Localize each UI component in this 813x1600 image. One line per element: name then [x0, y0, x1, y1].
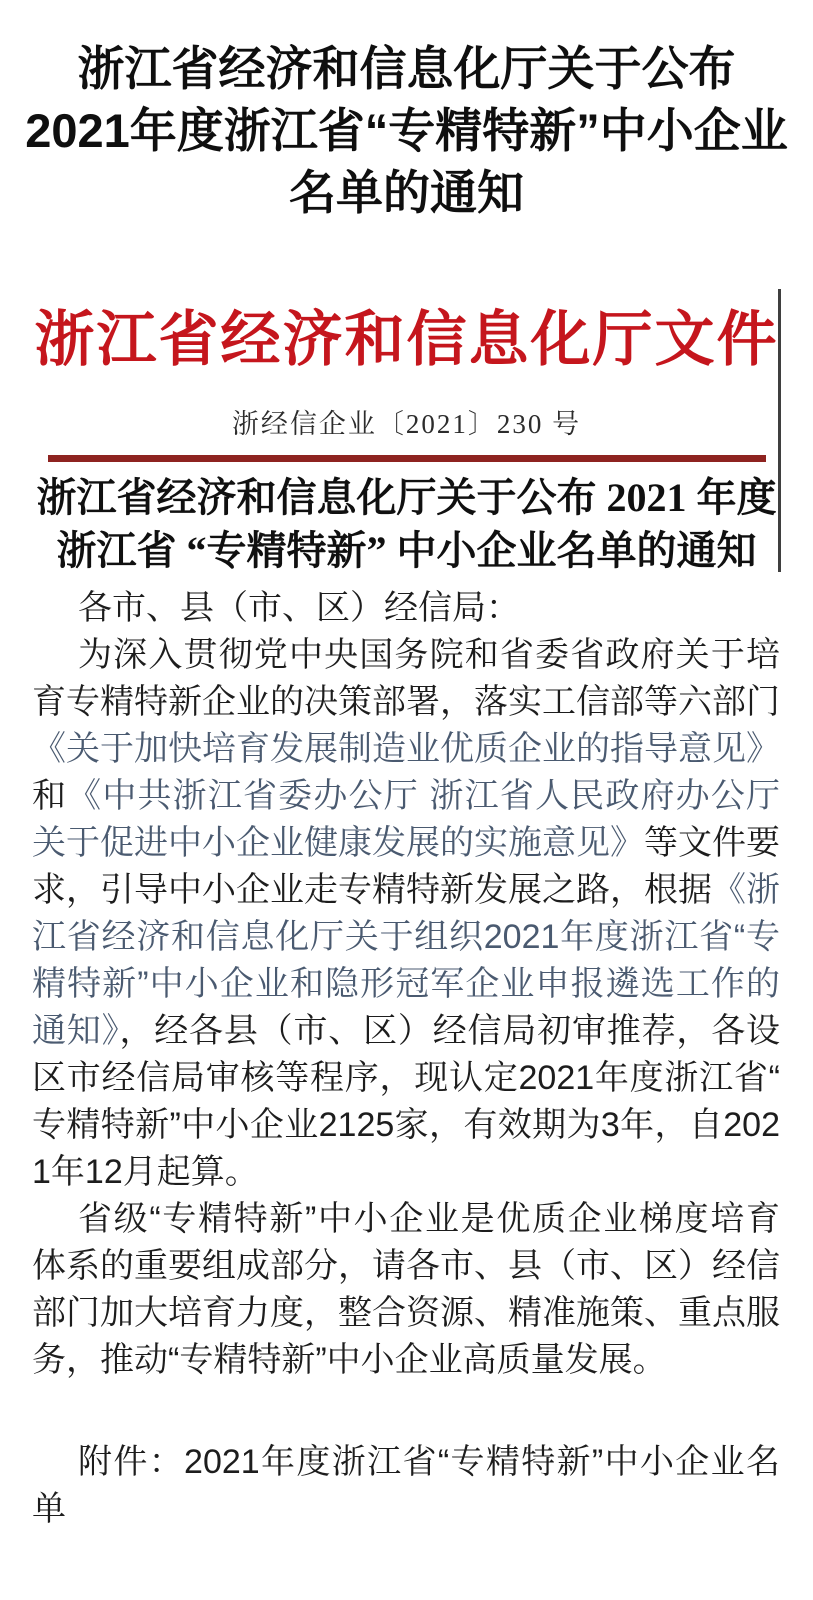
body-text-segment: 和 — [32, 777, 68, 815]
attachment-line: 附件：2021年度浙江省“专精特新”中小企业名单 — [32, 1443, 780, 1528]
paragraph-1 — [32, 632, 780, 1196]
official-document-scan — [0, 304, 813, 577]
document-number: 浙经信企业〔2021〕230 号 — [231, 409, 582, 439]
document-body — [32, 585, 780, 1533]
document-title — [0, 471, 813, 577]
body-text-segment: 为深入贯彻党中央国务院和省委省政府关于培育专精特新企业的决策部署，落实工信部等六部门 — [32, 636, 780, 721]
document-title-line-1: 浙江省经济和信息化厅关于公布 2021 年度 — [36, 475, 777, 520]
page-title-line-3: 名单的通知 — [289, 166, 524, 219]
body-text-segment: ，经各县（市、区）经信局初审推荐，各设区市经信局审核等程序，现认定2021年度浙江省“专精特新”中小企业2125家，有效期为3年，自2021年12月起算。 — [32, 1012, 781, 1191]
paragraph-2: 省级“专精特新”中小企业是优质企业梯度培育体系的重要组成部分，请各市、县（市、区）经信部门加大培育力度，整合资源、精准施策、重点服务，推动“专精特新”中小企业高质量发展。 — [32, 1200, 780, 1379]
cited-document-title: 《关于加快培育发展制造业优质企业的指导意见》 — [32, 730, 780, 768]
document-title-line-2: 浙江省 “专精特新” 中小企业名单的通知 — [56, 528, 757, 573]
letterhead-agency-title: 浙江省经济和信息化厅文件 — [34, 307, 779, 373]
page-title-line-1: 浙江省经济和信息化厅关于公布 — [77, 42, 736, 95]
page-title-line-2: 2021年度浙江省“专精特新”中小企业 — [25, 104, 788, 157]
salutation: 各市、县（市、区）经信局： — [78, 589, 520, 627]
cited-document-title: 《中共浙江省委办公厅 浙江省人民政府办公厅关于促进中小企业健康发展的实施意见》 — [32, 777, 780, 862]
body-text-segment: 等文件要求，引导中小企业走专精特新发展之路，根据 — [32, 824, 780, 909]
scan-edge-line — [778, 289, 781, 572]
cited-document-title: 《浙江省经济和信息化厅关于组织2021年度浙江省“专精特新”中小企业和隐形冠军企业申报遴选工作的通知》 — [32, 871, 780, 1050]
letterhead-divider-rule — [48, 455, 766, 462]
page-title — [20, 38, 793, 224]
